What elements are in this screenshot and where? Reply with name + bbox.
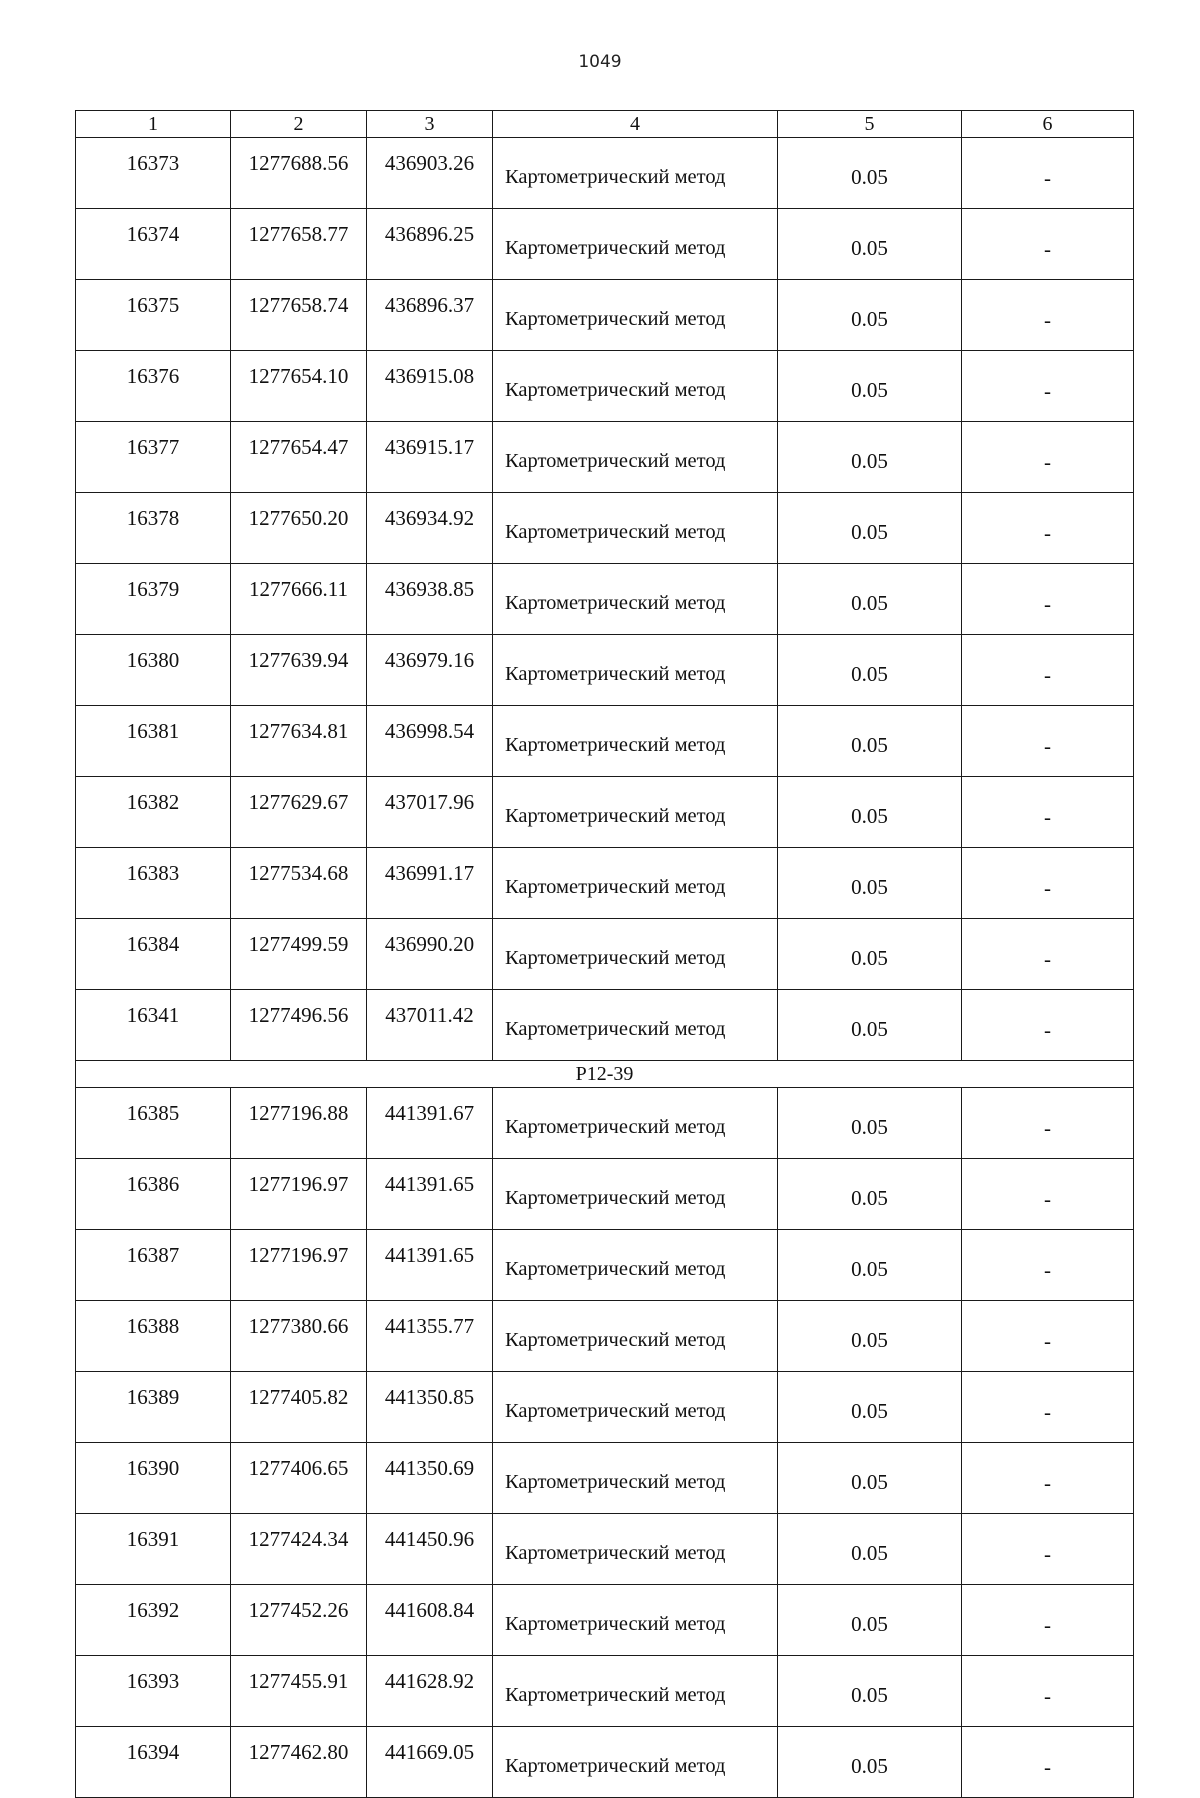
point-number-cell: 16394 [76,1727,231,1798]
table-row [76,1372,1134,1443]
y-coordinate-cell: 441391.65 [367,1159,493,1230]
y-coordinate-cell: 436938.85 [367,564,493,635]
accuracy-cell: 0.05 [778,1514,962,1585]
y-coordinate-cell: 441628.92 [367,1656,493,1727]
table-body [76,138,1134,1798]
table-row [76,1727,1134,1798]
method-cell: Картометрический метод [493,1656,778,1727]
method-cell: Картометрический метод [493,351,778,422]
x-coordinate-cell: 1277196.97 [231,1159,367,1230]
table-row [76,1585,1134,1656]
note-cell: - [962,1159,1134,1230]
x-coordinate-cell: 1277496.56 [231,990,367,1061]
note-cell: - [962,138,1134,209]
note-cell: - [962,635,1134,706]
column-header: 2 [231,111,367,138]
y-coordinate-cell: 437017.96 [367,777,493,848]
point-number-cell: 16388 [76,1301,231,1372]
point-number-cell: 16393 [76,1656,231,1727]
y-coordinate-cell: 441669.05 [367,1727,493,1798]
accuracy-cell: 0.05 [778,777,962,848]
coordinates-table [75,110,1134,1798]
x-coordinate-cell: 1277666.11 [231,564,367,635]
accuracy-cell: 0.05 [778,1230,962,1301]
x-coordinate-cell: 1277534.68 [231,848,367,919]
y-coordinate-cell: 436979.16 [367,635,493,706]
table-row [76,493,1134,564]
point-number-cell: 16376 [76,351,231,422]
x-coordinate-cell: 1277658.77 [231,209,367,280]
note-cell: - [962,564,1134,635]
point-number-cell: 16385 [76,1088,231,1159]
point-number-cell: 16341 [76,990,231,1061]
table-row [76,564,1134,635]
accuracy-cell: 0.05 [778,1585,962,1656]
y-coordinate-cell: 436915.08 [367,351,493,422]
table-row [76,1514,1134,1585]
column-header: 1 [76,111,231,138]
note-cell: - [962,1372,1134,1443]
y-coordinate-cell: 436934.92 [367,493,493,564]
table-row [76,919,1134,990]
table-row [76,138,1134,209]
note-cell: - [962,919,1134,990]
y-coordinate-cell: 436990.20 [367,919,493,990]
table-row [76,706,1134,777]
point-number-cell: 16381 [76,706,231,777]
method-cell: Картометрический метод [493,564,778,635]
y-coordinate-cell: 436915.17 [367,422,493,493]
point-number-cell: 16383 [76,848,231,919]
x-coordinate-cell: 1277499.59 [231,919,367,990]
accuracy-cell: 0.05 [778,1088,962,1159]
y-coordinate-cell: 436896.37 [367,280,493,351]
y-coordinate-cell: 436903.26 [367,138,493,209]
method-cell: Картометрический метод [493,493,778,564]
method-cell: Картометрический метод [493,1514,778,1585]
accuracy-cell: 0.05 [778,493,962,564]
x-coordinate-cell: 1277654.10 [231,351,367,422]
point-number-cell: 16379 [76,564,231,635]
x-coordinate-cell: 1277634.81 [231,706,367,777]
method-cell: Картометрический метод [493,1727,778,1798]
note-cell: - [962,280,1134,351]
point-number-cell: 16386 [76,1159,231,1230]
x-coordinate-cell: 1277462.80 [231,1727,367,1798]
accuracy-cell: 0.05 [778,706,962,777]
note-cell: - [962,422,1134,493]
y-coordinate-cell: 436991.17 [367,848,493,919]
x-coordinate-cell: 1277196.88 [231,1088,367,1159]
table-row [76,777,1134,848]
table-row [76,1656,1134,1727]
accuracy-cell: 0.05 [778,1301,962,1372]
method-cell: Картометрический метод [493,1230,778,1301]
note-cell: - [962,1656,1134,1727]
accuracy-cell: 0.05 [778,351,962,422]
point-number-cell: 16373 [76,138,231,209]
table-header [76,111,1134,138]
method-cell: Картометрический метод [493,990,778,1061]
accuracy-cell: 0.05 [778,1443,962,1514]
method-cell: Картометрический метод [493,848,778,919]
table-row [76,635,1134,706]
table-row [76,209,1134,280]
note-cell: - [962,1301,1134,1372]
accuracy-cell: 0.05 [778,138,962,209]
note-cell: - [962,990,1134,1061]
point-number-cell: 16380 [76,635,231,706]
x-coordinate-cell: 1277452.26 [231,1585,367,1656]
point-number-cell: 16375 [76,280,231,351]
accuracy-cell: 0.05 [778,280,962,351]
note-cell: - [962,1585,1134,1656]
y-coordinate-cell: 441350.69 [367,1443,493,1514]
table-row [76,848,1134,919]
method-cell: Картометрический метод [493,1088,778,1159]
note-cell: - [962,209,1134,280]
section-label: P12-39 [76,1061,1134,1088]
y-coordinate-cell: 436896.25 [367,209,493,280]
x-coordinate-cell: 1277650.20 [231,493,367,564]
table-row [76,990,1134,1061]
y-coordinate-cell: 441350.85 [367,1372,493,1443]
y-coordinate-cell: 441355.77 [367,1301,493,1372]
note-cell: - [962,1727,1134,1798]
point-number-cell: 16374 [76,209,231,280]
method-cell: Картометрический метод [493,706,778,777]
note-cell: - [962,1443,1134,1514]
y-coordinate-cell: 437011.42 [367,990,493,1061]
x-coordinate-cell: 1277639.94 [231,635,367,706]
table-row [76,1443,1134,1514]
page-number: 1049 [578,52,622,72]
method-cell: Картометрический метод [493,777,778,848]
method-cell: Картометрический метод [493,919,778,990]
y-coordinate-cell: 441391.67 [367,1088,493,1159]
column-header: 6 [962,111,1134,138]
method-cell: Картометрический метод [493,635,778,706]
method-cell: Картометрический метод [493,1301,778,1372]
accuracy-cell: 0.05 [778,564,962,635]
x-coordinate-cell: 1277405.82 [231,1372,367,1443]
table-row [76,280,1134,351]
header-row [76,111,1134,138]
x-coordinate-cell: 1277406.65 [231,1443,367,1514]
note-cell: - [962,1514,1134,1585]
accuracy-cell: 0.05 [778,209,962,280]
column-header: 3 [367,111,493,138]
method-cell: Картометрический метод [493,138,778,209]
point-number-cell: 16389 [76,1372,231,1443]
x-coordinate-cell: 1277658.74 [231,280,367,351]
x-coordinate-cell: 1277424.34 [231,1514,367,1585]
method-cell: Картометрический метод [493,1159,778,1230]
table-row [76,351,1134,422]
point-number-cell: 16384 [76,919,231,990]
column-header: 5 [778,111,962,138]
x-coordinate-cell: 1277688.56 [231,138,367,209]
note-cell: - [962,493,1134,564]
accuracy-cell: 0.05 [778,422,962,493]
accuracy-cell: 0.05 [778,1372,962,1443]
table-row [76,1088,1134,1159]
point-number-cell: 16378 [76,493,231,564]
y-coordinate-cell: 441391.65 [367,1230,493,1301]
point-number-cell: 16390 [76,1443,231,1514]
point-number-cell: 16387 [76,1230,231,1301]
x-coordinate-cell: 1277654.47 [231,422,367,493]
x-coordinate-cell: 1277629.67 [231,777,367,848]
accuracy-cell: 0.05 [778,990,962,1061]
table-row [76,1159,1134,1230]
point-number-cell: 16392 [76,1585,231,1656]
y-coordinate-cell: 436998.54 [367,706,493,777]
table-row [76,422,1134,493]
point-number-cell: 16391 [76,1514,231,1585]
accuracy-cell: 0.05 [778,635,962,706]
note-cell: - [962,351,1134,422]
x-coordinate-cell: 1277380.66 [231,1301,367,1372]
accuracy-cell: 0.05 [778,1656,962,1727]
y-coordinate-cell: 441450.96 [367,1514,493,1585]
method-cell: Картометрический метод [493,1585,778,1656]
table-row [76,1301,1134,1372]
method-cell: Картометрический метод [493,280,778,351]
note-cell: - [962,1230,1134,1301]
method-cell: Картометрический метод [493,209,778,280]
accuracy-cell: 0.05 [778,1159,962,1230]
method-cell: Картометрический метод [493,1372,778,1443]
accuracy-cell: 0.05 [778,848,962,919]
note-cell: - [962,1088,1134,1159]
section-row [76,1061,1134,1088]
note-cell: - [962,706,1134,777]
note-cell: - [962,777,1134,848]
method-cell: Картометрический метод [493,422,778,493]
column-header: 4 [493,111,778,138]
note-cell: - [962,848,1134,919]
x-coordinate-cell: 1277455.91 [231,1656,367,1727]
table-row [76,1230,1134,1301]
y-coordinate-cell: 441608.84 [367,1585,493,1656]
point-number-cell: 16377 [76,422,231,493]
method-cell: Картометрический метод [493,1443,778,1514]
point-number-cell: 16382 [76,777,231,848]
accuracy-cell: 0.05 [778,919,962,990]
x-coordinate-cell: 1277196.97 [231,1230,367,1301]
accuracy-cell: 0.05 [778,1727,962,1798]
